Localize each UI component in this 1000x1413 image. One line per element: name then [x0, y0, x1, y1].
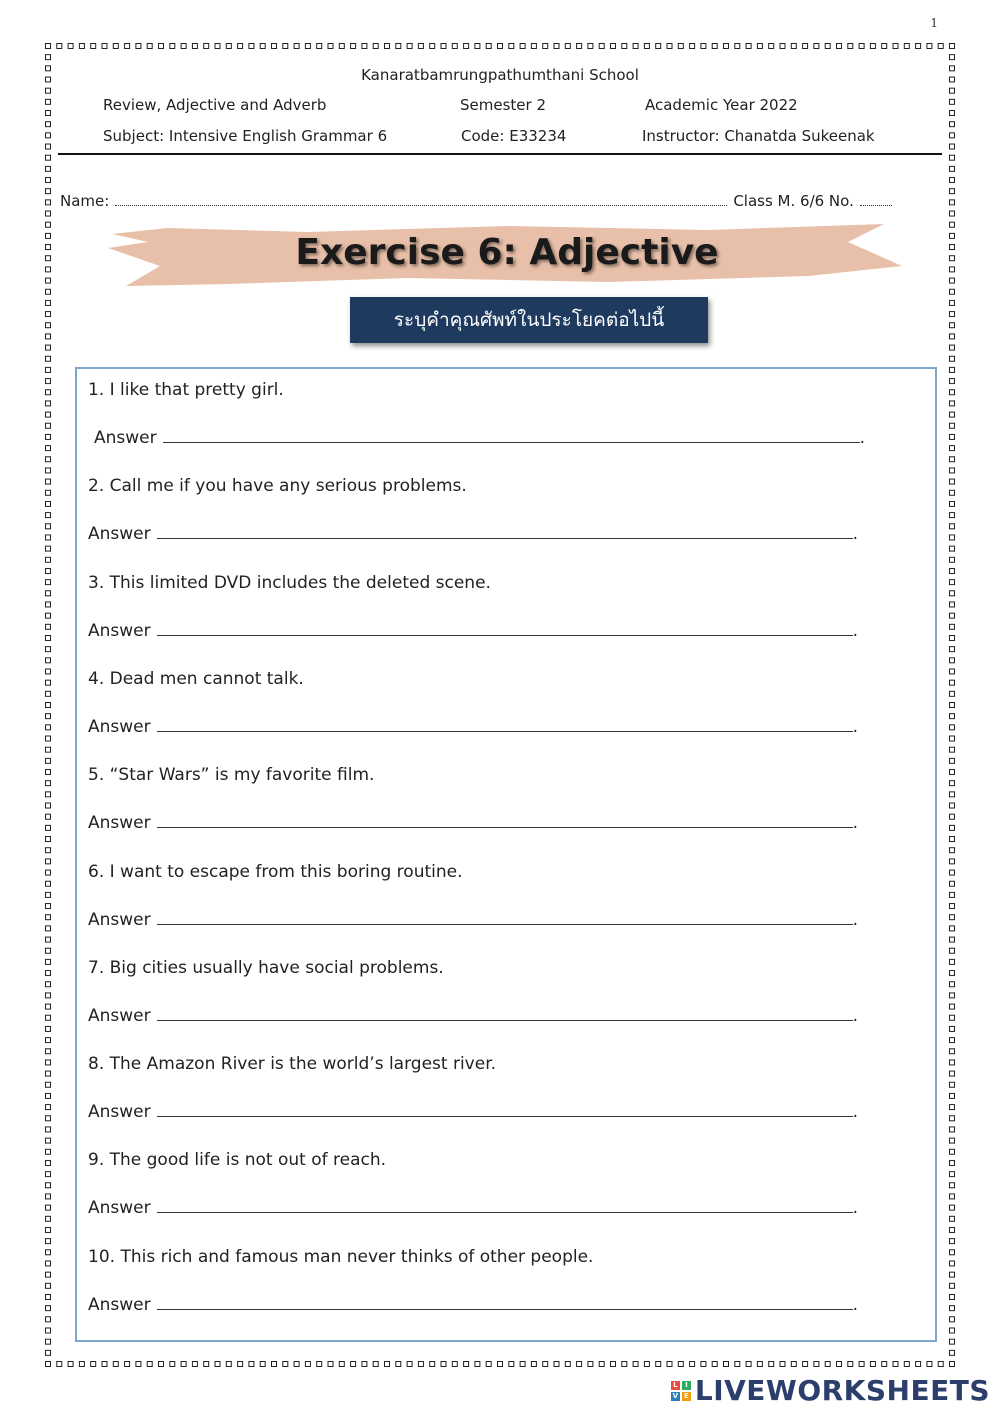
class-label: Class M. 6/6 No. [733, 192, 854, 210]
answer-row-1 [94, 428, 865, 448]
answer-label: Answer [88, 1102, 151, 1123]
question-9: 9. The good life is not out of reach. [88, 1150, 387, 1171]
name-label: Name: [60, 192, 110, 210]
questions-box [75, 367, 937, 1342]
answer-input-4[interactable] [157, 717, 853, 732]
logo-icon: L I V E [671, 1381, 691, 1401]
answer-input-10[interactable] [157, 1295, 853, 1310]
name-row [60, 192, 892, 210]
instruction-box: ระบุคำคุณศัพท์ในประโยคต่อไปนี้ [350, 297, 708, 343]
answer-row-10 [88, 1295, 858, 1315]
question-4: 4. Dead men cannot talk. [88, 668, 304, 689]
answer-row-6 [88, 910, 858, 930]
exercise-title: Exercise 6: Adjective [295, 232, 719, 273]
question-3: 3. This limited DVD includes the deleted scene. [88, 572, 491, 593]
logo-text: LIVEWORKSHEETS [694, 1374, 990, 1407]
answer-period: . [852, 1102, 859, 1123]
subject: Subject: Intensive English Grammar 6 [103, 127, 388, 145]
answer-label: Answer [88, 524, 151, 545]
answer-label: Answer [88, 909, 151, 930]
question-6: 6. I want to escape from this boring routine. [88, 861, 463, 882]
page-number: 1 [930, 16, 938, 30]
liveworksheets-logo [671, 1374, 990, 1407]
question-1: 1. I like that pretty girl. [88, 380, 284, 400]
semester: Semester 2 [460, 96, 546, 114]
course-code: Code: E33234 [461, 127, 567, 145]
answer-period: . [852, 909, 859, 930]
answer-period: . [852, 1005, 859, 1026]
question-2: 2. Call me if you have any serious problems. [88, 476, 467, 497]
answer-row-2 [88, 524, 858, 544]
answer-label: Answer [88, 1294, 151, 1315]
review-title: Review, Adjective and Adverb [103, 96, 327, 114]
question-8: 8. The Amazon River is the world’s largest river. [88, 1054, 497, 1075]
answer-period: . [859, 428, 866, 448]
answer-input-7[interactable] [157, 1006, 853, 1021]
instructor: Instructor: Chanatda Sukeenak [642, 127, 875, 145]
answer-input-2[interactable] [157, 524, 853, 539]
header-divider [58, 153, 942, 155]
answer-row-8 [88, 1102, 858, 1122]
answer-input-6[interactable] [157, 910, 853, 925]
question-5: 5. “Star Wars” is my favorite film. [88, 765, 375, 786]
answer-period: . [852, 813, 859, 834]
title-banner [108, 220, 906, 292]
answer-row-9 [88, 1198, 858, 1218]
answer-period: . [852, 1294, 859, 1315]
answer-label: Answer [88, 716, 151, 737]
answer-label: Answer [88, 1198, 151, 1219]
answer-period: . [852, 1198, 859, 1219]
question-10: 10. This rich and famous man never thinks of other people. [88, 1246, 594, 1267]
answer-label: Answer [88, 1005, 151, 1026]
school-name: Kanaratbamrungpathumthani School [361, 66, 639, 84]
answer-label: Answer [88, 813, 151, 834]
answer-input-3[interactable] [157, 621, 853, 636]
number-field[interactable] [860, 193, 892, 206]
answer-row-7 [88, 1006, 858, 1026]
answer-input-1[interactable] [163, 428, 860, 443]
answer-label: Answer [88, 620, 151, 641]
name-field[interactable] [115, 193, 727, 206]
answer-row-4 [88, 717, 858, 737]
answer-row-3 [88, 621, 858, 641]
answer-input-5[interactable] [157, 813, 853, 828]
answer-period: . [852, 716, 859, 737]
academic-year: Academic Year 2022 [645, 96, 798, 114]
question-7: 7. Big cities usually have social problems. [88, 957, 444, 978]
answer-period: . [852, 620, 859, 641]
answer-row-5 [88, 813, 858, 833]
answer-label: Answer [94, 428, 157, 448]
answer-period: . [852, 524, 859, 545]
answer-input-9[interactable] [157, 1198, 853, 1213]
answer-input-8[interactable] [157, 1102, 853, 1117]
